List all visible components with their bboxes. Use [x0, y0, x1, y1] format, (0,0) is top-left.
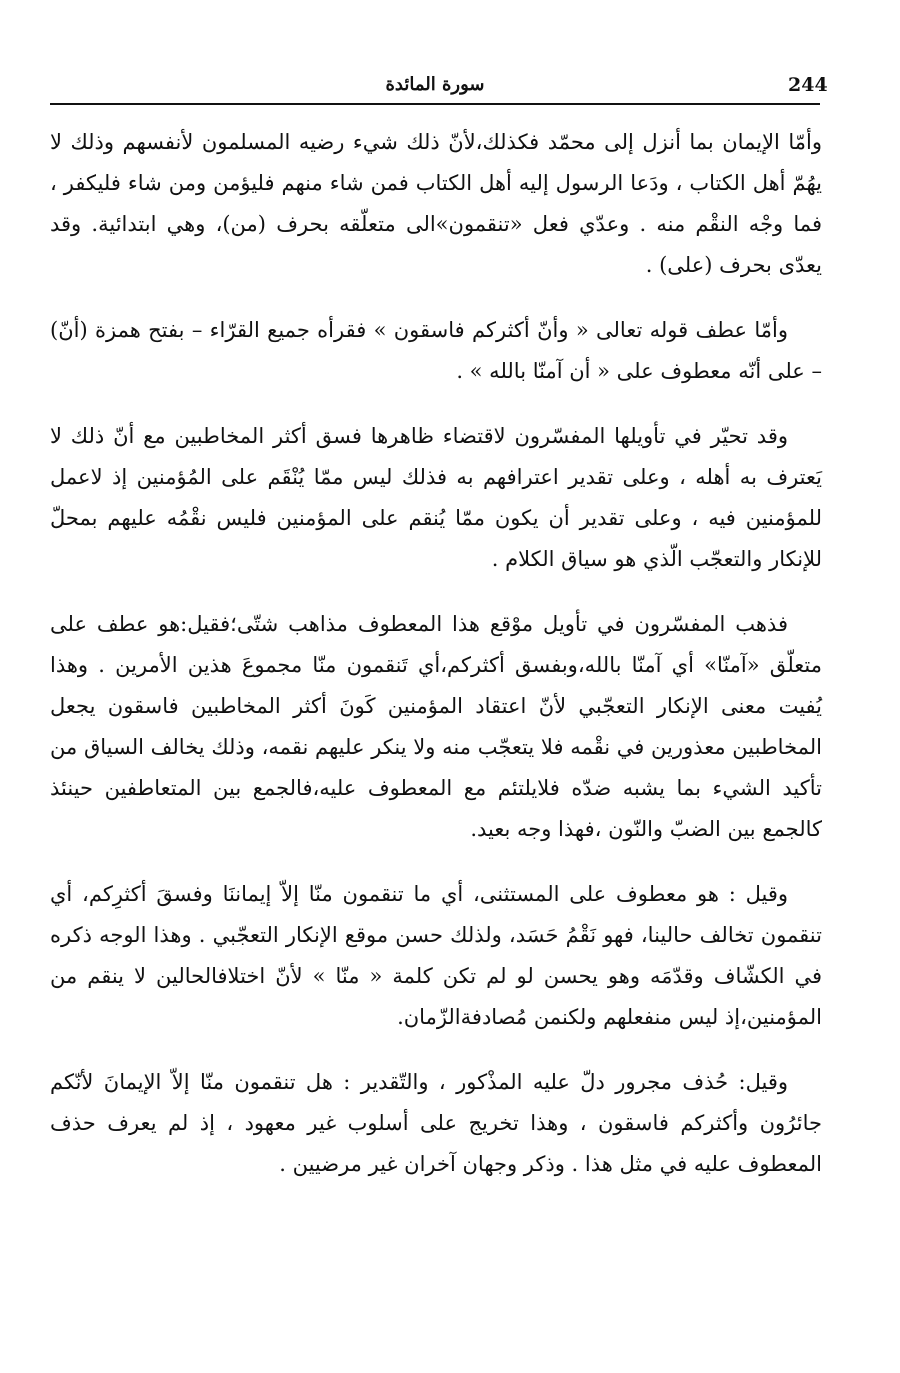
- paragraph: وقيل : هو معطوف على المستثنى، أي ما تنقمون منّا إلاّ إيماننَا وفسقَ أكثرِكم، أي تنقمون تخالف حالينا، فهو نَقْمُ حَسَد، ولذلك حسن موقع الإنكار التعجّبي . وهذا الوجه ذكره في الكشّاف وقدّمَه وهو يحسن لو لم تكن كلمة « منّا » لأنّ اختلافالحالين لا ينقم من المؤمنين،إذ ليس منفعلهم ولكنمن مُصادفةالزّمان.: [50, 882, 822, 1029]
- paragraph: وأمّا عطف قوله تعالى « وأنّ أكثركم فاسقون » فقرأه جميع القرّاء – بفتح همزة (أنّ) – على أنّه معطوف على « أن آمنّا بالله » .: [50, 318, 822, 383]
- page-header: [50, 66, 828, 104]
- header-rule: [50, 103, 820, 105]
- running-title: سورة المائدة: [385, 74, 485, 95]
- body-text: [50, 122, 822, 1209]
- paragraph: فذهب المفسّرون في تأويل موْقع هذا المعطوف مذاهب شتّى؛فقيل:هو عطف على متعلّق «آمنّا» أي آمنّا بالله،وبفسق أكثركم،أي تَنقمون منّا مجموعَ هذين الأمرين . وهذا يُفيت معنى الإنكار التعجّبي لأنّ اعتقاد المؤمنين كَونَ أكثر المخاطبين فاسقون يجعل المخاطبين معذورين في نقْمه فلا يتعجّب منه ولا ينكر عليهم نقمه، وذلك يخالف السياق من تأكيد الشيء بما يشبه ضدّه فلايلتئم مع المعطوف عليه،فالجمع بين المتعاطفين حينئذ كالجمع بين الضبّ والنّون ،فهذا وجه بعيد.: [50, 612, 822, 841]
- page-number: 244: [788, 74, 828, 96]
- paragraph: وقيل: حُذف مجرور دلّ عليه المذْكور ، والتّقدير : هل تنقمون منّا إلاّ الإيمانَ لأنّكم جائرُون وأكثركم فاسقون ، وهذا تخريج على أسلوب غير معهود ، إذ لم يعرف حذف المعطوف عليه في مثل هذا . وذكر وجهان آخران غير مرضيين .: [50, 1070, 822, 1176]
- paragraph: وقد تحيّر في تأويلها المفسّرون لاقتضاء ظاهرها فسق أكثر المخاطبين مع أنّ ذلك لا يَعترف به أهله ، وعلى تقدير اعترافهم به فذلك ليس ممّا يُنْقَم على المُؤمنين إذ لاعمل للمؤمنين فيه ، وعلى تقدير أن يكون ممّا يُنقم على المؤمنين فليس نقْمُه عليهم بمحلّ للإنكار والتعجّب الّذي هو سياق الكلام .: [50, 424, 822, 571]
- paragraph: وأمّا الإيمان بما أنزل إلى محمّد فكذلك،لأنّ ذلك شيء رضيه المسلمون لأنفسهم وذلك لا يهُمّ أهل الكتاب ، ودَعا الرسول إليه أهل الكتاب فمن شاء منهم فليؤمن ومن شاء فليكفر ، فما وجْه النقْم منه . وعدّي فعل «تنقمون»الى متعلّقه بحرف (من)، وهي ابتدائية. وقد يعدّى بحرف (على) .: [50, 130, 822, 277]
